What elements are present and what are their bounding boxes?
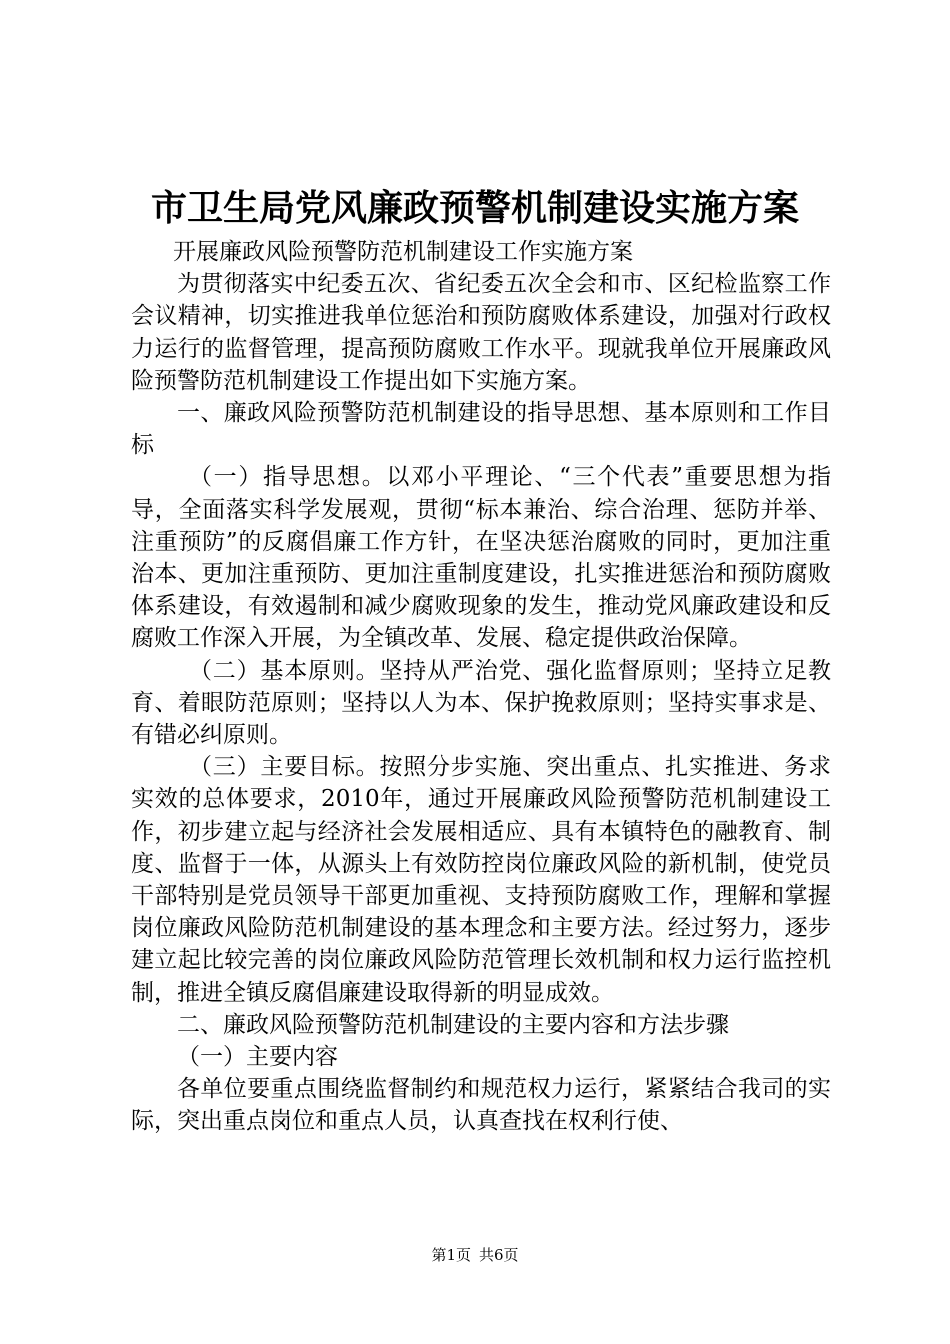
section-heading-2: 二、廉政风险预警防范机制建设的主要内容和方法步骤 [177, 1011, 729, 1038]
paragraph-guiding-thought: （一）指导思想。以邓小平理论、“三个代表”重要思想为指导，全面落实科学发展观，贯彻“标本兼治、综合治理、惩防并举、注重预防”的反腐倡廉工作方针，在坚决惩治腐败的同时，更加注重治本、更加注重预防、更加注重制度建设，扎实推进惩治和预防腐败体系建设，有效遏制和减少腐败现象的发生，推动党风廉政建设和反腐败工作深入开展，为全镇改革、发展、稳定提供政治保障。 [131, 464, 831, 652]
paragraph-main-content: 各单位要重点围绕监督制约和规范权力运行，紧紧结合我司的实际，突出重点岗位和重点人员，认真查找在权利行使、 [131, 1076, 831, 1135]
intro-paragraph: 为贯彻落实中纪委五次、省纪委五次全会和市、区纪检监察工作会议精神，切实推进我单位惩治和预防腐败体系建设，加强对行政权力运行的监督管理，提高预防腐败工作水平。现就我单位开展廉政风险预警防范机制建设工作提出如下实施方案。 [131, 271, 831, 394]
paragraph-main-goals: （三）主要目标。按照分步实施、突出重点、扎实推进、务求实效的总体要求，2010年，通过开展廉政风险预警防范机制建设工作，初步建立起与经济社会发展相适应、具有本镇特色的融教育、制度、监督于一体，从源头上有效防控岗位廉政风险的新机制，使党员干部特别是党员领导干部更加重视、支持预防腐败工作，理解和掌握岗位廉政风险防范机制建设的基本理念和主要方法。经过努力，逐步建立起比较完善的岗位廉政风险防范管理长效机制和权力运行监控机制，推进全镇反腐倡廉建设取得新的明显成效。 [131, 754, 831, 1006]
page-total: 共6页 [479, 1246, 519, 1264]
page-footer [0, 1245, 950, 1265]
subsection-heading-main-content: （一）主要内容 [177, 1044, 338, 1071]
section-heading-1: 一、廉政风险预警防范机制建设的指导思想、基本原则和工作目标 [131, 400, 831, 459]
document-subtitle: 开展廉政风险预警防范机制建设工作实施方案 [173, 239, 633, 265]
paragraph-basic-principles: （二）基本原则。坚持从严治党、强化监督原则；坚持立足教育、着眼防范原则；坚持以人为本、保护挽救原则；坚持实事求是、有错必纠原则。 [131, 657, 831, 749]
page-number: 第1页 [431, 1246, 471, 1264]
document-body [131, 236, 831, 1138]
document-title: 市卫生局党风廉政预警机制建设实施方案 [150, 187, 799, 229]
